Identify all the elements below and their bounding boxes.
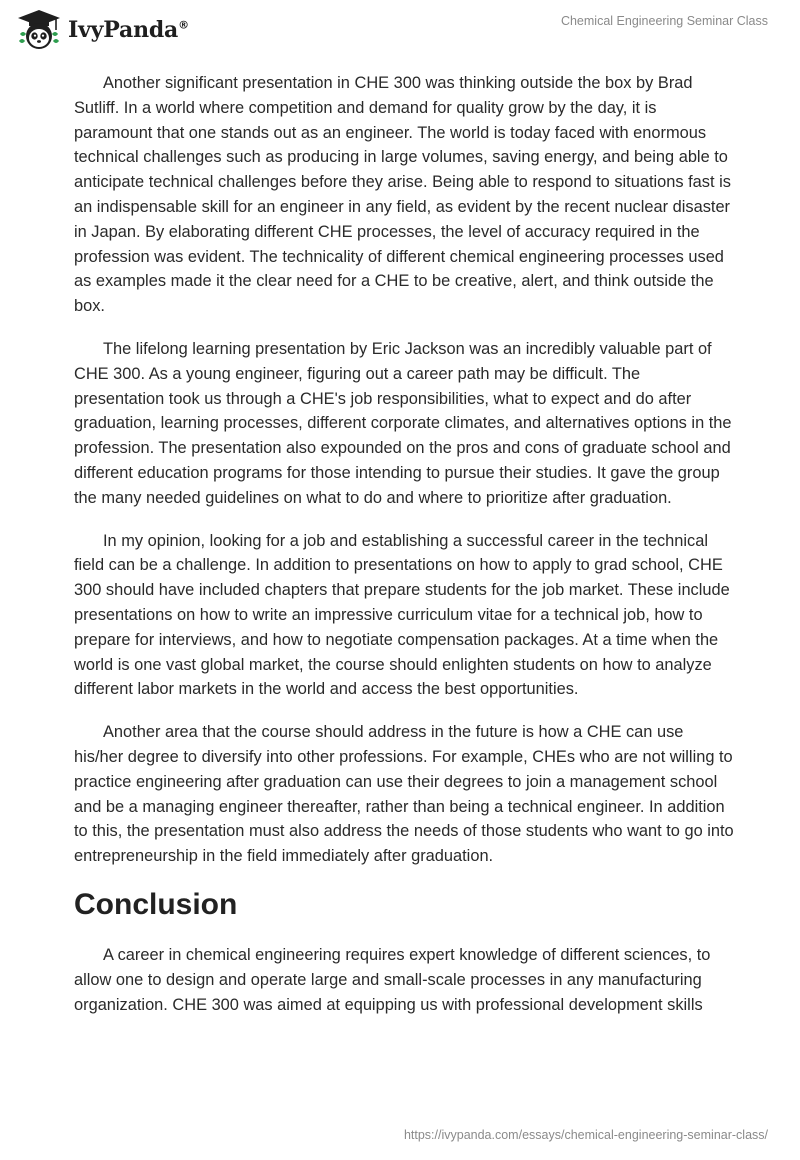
body-paragraph: In my opinion, looking for a job and establishing a successful career in the technical field can be a challenge. In addition to presentations on how to apply to grad school, CHE 300 should have included chapters that prepare students for the job market. These include presentations on how to write an impressive curriculum vitae for a technical job, how to prepare for interviews, and how to negotiate compensation packages. At a time when the world is one vast global market, the course should enlighten students on how to analyze different labor markets in the world and access the best opportunities. [74, 531, 730, 699]
page-header [0, 0, 800, 60]
conclusion-heading: Conclusion [74, 887, 238, 921]
body-paragraph: A career in chemical engineering requires expert knowledge of different sciences, to allow one to design and operate large and small-scale processes in any manufacturing organization. CHE 300 was aimed at equipping us with professional development skills [74, 945, 711, 1014]
ivypanda-logo[interactable] [16, 8, 189, 52]
panda-graduate-icon [16, 8, 62, 52]
registered-mark: ® [178, 18, 189, 32]
document-title: Chemical Engineering Seminar Class [560, 14, 768, 28]
body-paragraph: The lifelong learning presentation by Eric Jackson was an incredibly valuable part of CHE 300. As a young engineer, figuring out a career path may be difficult. The presentation took us through a CHE's job responsibilities, what to expect and do after graduation, learning processes, different corporate climates, and alternatives options in the profession. The presentation also expounded on the pros and cons of graduate school and different education programs for those intending to pursue their studies. It gave the group the many needed guidelines on what to do and where to prioritize after graduation. [74, 339, 732, 507]
brand-name [68, 17, 189, 43]
body-paragraph: Another significant presentation in CHE 300 was thinking outside the box by Brad Sutliff. In a world where competition and demand for quality grow by the day, it is paramount that one stands out as an engineer. The world is today faced with enormous technical challenges such as producing in large volumes, saving energy, and being able to anticipate technical challenges before they arise. Being able to respond to situations fast is an indispensable skill for an engineer in any field, as evident by the recent nuclear disaster in Japan. By elaborating different CHE processes, the level of accuracy required in the profession was evident. The technicality of different chemical engineering processes used as examples made it the clear need for a CHE to be creative, alert, and think outside the box. [74, 74, 731, 316]
brand-name-text: IvyPanda [68, 17, 179, 43]
body-paragraph: Another area that the course should address in the future is how a CHE can use his/her degree to diversify into other professions. For example, CHEs who are not willing to practice engineering after graduation can use their degrees to join a management school and be a managing engineer thereafter, rather than being a technical engineer. In addition to this, the presentation must also address the needs of those students who want to go into entrepreneurship in the field immediately after graduation. [74, 723, 734, 866]
essay-body [74, 71, 734, 1035]
source-url[interactable]: https://ivypanda.com/essays/chemical-engineering-seminar-class/ [403, 1128, 768, 1142]
